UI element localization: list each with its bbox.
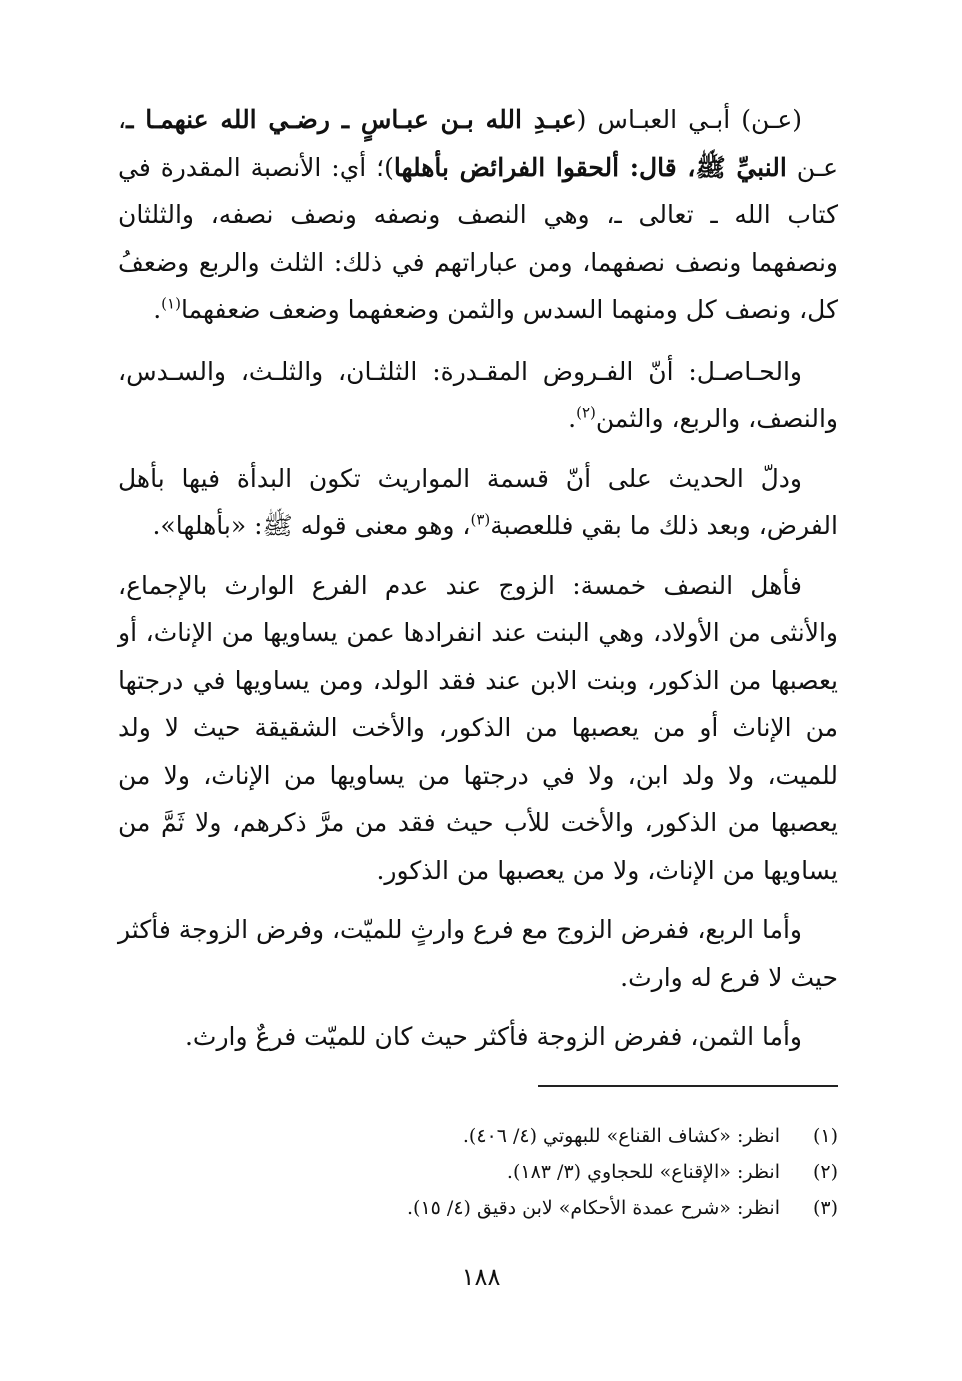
footnote-2 [118,1154,838,1190]
hadith-explanation: )؛ أي: الأنصبة المقدرة في كتاب الله ـ تعالى ـ، وهي النصف ونصفه ونصف نصفه، والثلثان ونصفهما ونصف نصفهما، ومن عباراتهم في ذلك: الثلث والربع وضعفُ كل، ونصف كل ومنهما السدس والثمن وضعفهما وضعف ضعفهما [118,152,838,324]
footnotes [118,1118,838,1226]
paragraph-end: . [568,404,577,433]
page-number: ١٨٨ [461,1263,501,1291]
paragraph-text: ودلّ الحديث على أنّ قسمة المواريث تكون البدأة فيها بأهل الفرض، وبعد ذلك ما بقي فللعصبة [118,463,838,540]
paragraph-half-share: فأهل النصف خمسة: الزوج عند عدم الفرع الوارث بالإجماع، والأنثى من الأولاد، وهي البنت عند انفرادها عمن يساويها من الإناث، أو يعصبها من الذكور، وبنت الابن عند فقد الولد، ومن يساويها في درجتها من الإناث أو من يعصبها من الذكور، والأخت الشقيقة حيث لا ولد للميت، ولا ولد ابن، ولا في درجتها من يساويها من الإناث، ولا من يعصبها من الذكور، والأخت للأب حيث فقد من مرَّ ذكرهم، ولا ثَمَّ من يساويها من الإناث، ولا من يعصبها من الذكور. [118,570,838,885]
paragraph-hadith [118,96,838,334]
paragraph-end: ، وهو معنى قوله ﷺ: «بأهلها». [152,511,471,540]
paragraph-quarter-share: وأما الربع، ففرض الزوج مع فرع وارثٍ للميّت، وفرض الزوجة فأكثر حيث لا فرع له وارث. [118,915,838,992]
footnote-divider [538,1085,838,1087]
footnote-text: انظر: «الإقناع» للحجاوي (٣/ ١٨٣). [506,1161,780,1183]
footnote-text: انظر: «شرح عمدة الأحكام» لابن دقيق (٤/ ١٥). [406,1197,780,1219]
hadith-connector: ، عـن [118,105,838,182]
hadith-intro: (عـن) أبـي العبـاس ( [576,105,802,134]
footnote-ref-2[interactable]: (٢) [576,403,596,422]
footnote-3 [118,1190,838,1226]
footnote-number: (٣) [812,1197,838,1219]
paragraph-inheritance-order [118,455,838,550]
hadith-text: النبيِّ ﷺ، قال: ألحقوا الفرائض بأهلها [393,152,787,182]
footnote-text: انظر: «كشاف القناع» للبهوتي (٤/ ٤٠٦). [462,1125,780,1147]
paragraph-eighth-share: وأما الثمن، ففرض الزوجة فأكثر حيث كان للميّت فرعٌ وارث. [184,1022,802,1051]
footnote-1 [118,1118,838,1154]
footnote-number: (١) [812,1125,838,1147]
paragraph-end: . [153,295,162,324]
narrator-name: عبـدِ الله بـن عبـاسٍ ـ رضـي الله عنهمـا ـ [126,105,577,134]
footnote-ref-1[interactable]: (١) [161,294,181,313]
page-body [118,96,838,1073]
paragraph-text: والحـاصـل: أنّ الفـروض المقـدرة: الثلثـان، والثلـث، والسـدس، والنصف، والربع، والثمن [118,356,838,433]
footnote-ref-3[interactable]: (٣) [470,510,491,529]
paragraph-summary [118,348,838,443]
footnote-number: (٢) [812,1161,838,1183]
